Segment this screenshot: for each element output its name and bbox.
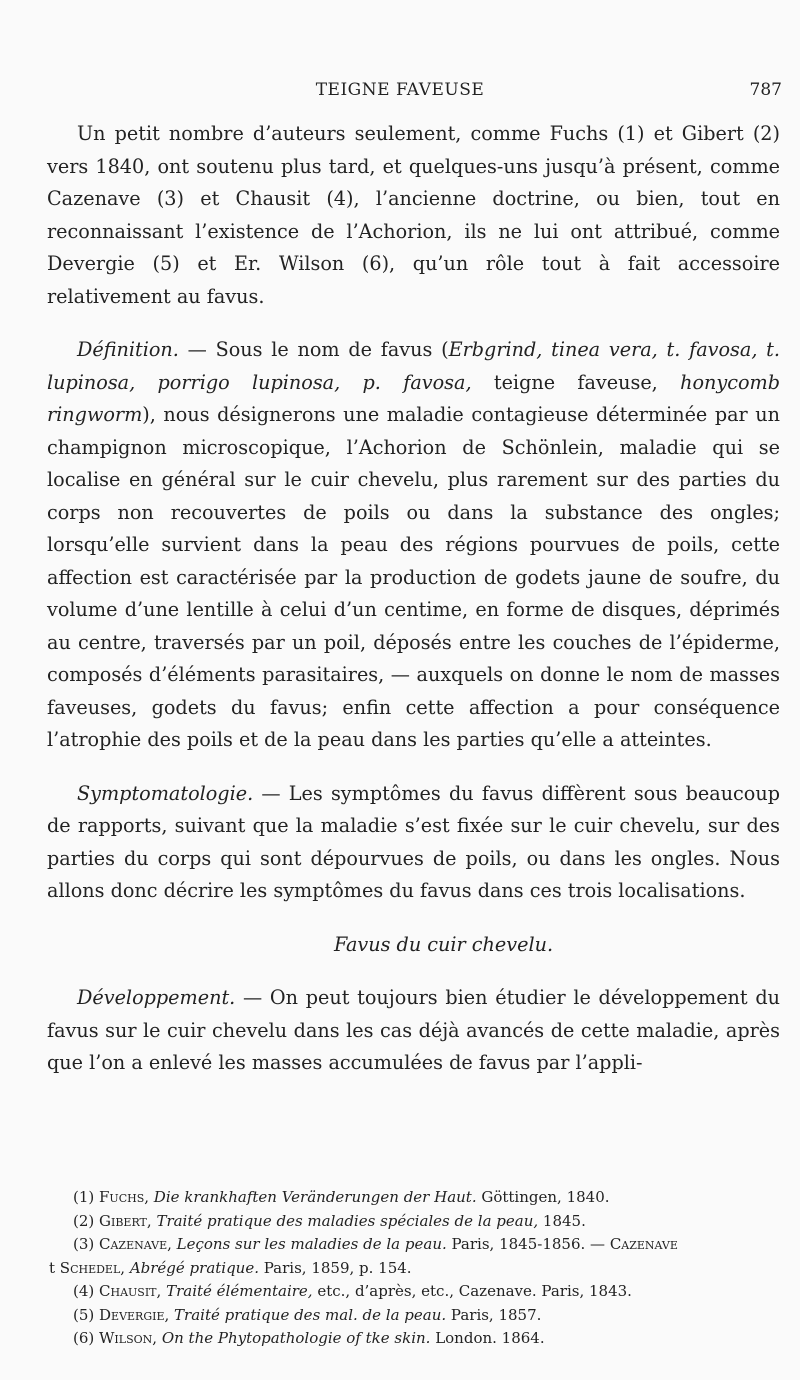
- footnote-number: (3): [73, 1235, 100, 1253]
- paragraph-symptomatology: [47, 778, 780, 908]
- development-label: Développement.: [77, 986, 236, 1009]
- footnote: [73, 1280, 783, 1304]
- footnote-rest: London. 1864.: [430, 1329, 545, 1347]
- footnote: [73, 1327, 783, 1351]
- footnote-rest: 1845.: [538, 1211, 586, 1230]
- footnote-rest: Paris, 1845-1856. —: [446, 1235, 610, 1253]
- footnote: [73, 1186, 783, 1210]
- footnote-title: On the Phytopathologie of tke skin.: [161, 1329, 431, 1347]
- footnote-rest: Paris, 1859, p. 154.: [259, 1258, 412, 1277]
- footnote: [73, 1304, 783, 1328]
- footnote-author-2: Cazenave: [609, 1235, 678, 1253]
- definition-mid: teigne faveuse,: [471, 370, 681, 394]
- footnote-author: Fuchs: [99, 1188, 145, 1206]
- body-text: [47, 118, 780, 1080]
- footnote-number: (5): [73, 1305, 100, 1324]
- footnote-rest: etc., d’après, etc., Cazenave. Paris, 1843.: [312, 1282, 632, 1300]
- footnote-rest: Paris, 1857.: [446, 1305, 542, 1324]
- footnote-title: Die krankhaften Veränderungen der Haut.: [153, 1188, 477, 1206]
- footnote: [73, 1233, 783, 1257]
- footnote-author: Wilson: [99, 1329, 153, 1347]
- definition-synonyms: Erbgrind, tinea vera, t. favosa, t. lupinosa, porrigo lupinosa, p. favosa,: [47, 338, 780, 394]
- footnote-continuation: [49, 1257, 783, 1281]
- footnote-number: (2): [73, 1211, 100, 1230]
- footnote: [73, 1210, 783, 1234]
- definition-dash: — Sous le nom de favus (: [178, 338, 449, 361]
- symptomatology-body: — Les symptômes du favus diffèrent sous beaucoup de rapports, suivant que la maladie s’est fixée sur le cuir chevelu, sur des parties du corps qui sont dépourvues de poils, ou dans les ongles. Nous allons donc décrire les symptômes du favus dans ces trois localisations.: [47, 781, 780, 902]
- footnote-sep: ,: [156, 1282, 167, 1300]
- footnote-author: Chausit: [99, 1282, 157, 1300]
- footnote-author: Devergie: [99, 1305, 165, 1324]
- footnote-rest: Göttingen, 1840.: [476, 1188, 610, 1206]
- footnote-sep: ,: [167, 1235, 177, 1253]
- footnote-sep: ,: [146, 1211, 157, 1230]
- footnote-title: Leçons sur les maladies de la peau.: [176, 1235, 447, 1253]
- footnote-prefix: t: [49, 1258, 60, 1277]
- footnotes: [49, 1186, 783, 1351]
- paragraph-development: [47, 982, 780, 1080]
- footnote-sep: ,: [164, 1305, 175, 1324]
- footnote-number: (6): [73, 1329, 100, 1347]
- symptomatology-label: Symptomatologie.: [77, 781, 254, 805]
- page-header: [0, 76, 800, 106]
- paragraph-definition: [47, 334, 780, 757]
- running-head: TEIGNE FAVEUSE: [315, 80, 485, 100]
- paragraph-intro: Un petit nombre d’auteurs seulement, comme Fuchs (1) et Gibert (2) vers 1840, ont soutenu plus tard, et quelques-uns jusqu’à présent, comme Cazenave (3) et Chausit (4), l’ancienne doctrine, ou bien, tout en reconnaissant l’existence de l’Achorion, ils ne lui ont attribué, comme Devergie (5) et Er. Wilson (6), qu’un rôle tout à fait accessoire relativement au favus.: [47, 122, 780, 308]
- footnote-sep: ,: [120, 1258, 130, 1277]
- page-number: 787: [749, 80, 782, 100]
- footnote-title: Traité pratique des maladies spéciales de la peau,: [156, 1211, 539, 1230]
- footnote-number: (1): [73, 1188, 100, 1206]
- footnote-title: Traité élémentaire,: [166, 1282, 313, 1300]
- definition-body: ), nous désignerons une maladie contagieuse déterminée par un champignon microscopique, l’Achorion de Schönlein, maladie qui se localise en général sur le cuir chevelu, plus rarement sur des parties du corps non recouvertes de poils ou dans la substance des ongles; lorsqu’elle survient dans la peau des régions pourvues de poils, cette affection est caractérisée par la production de godets jaune de soufre, du volume d’une lentille à celui d’un centime, en forme de disques, déprimés au centre, traversés par un poil, déposés entre les couches de l’épiderme, composés d’éléments parasitaires, — auxquels on donne le nom de masses faveuses, godets du favus; enfin cette affection a pour conséquence l’atrophie des poils et de la peau dans les parties qu’elle a atteintes.: [47, 403, 780, 751]
- footnote-title: Abrégé pratique.: [129, 1258, 259, 1277]
- footnote-author: Schedel: [59, 1258, 121, 1277]
- footnote-author: Cazenave: [99, 1235, 168, 1253]
- definition-label: Définition.: [77, 338, 179, 361]
- footnote-number: (4): [73, 1282, 100, 1300]
- footnote-sep: ,: [144, 1188, 154, 1206]
- definition-english: honycomb ringworm: [47, 370, 780, 426]
- footnote-sep: ,: [152, 1329, 162, 1347]
- development-body: — On peut toujours bien étudier le développement du favus sur le cuir chevelu dans les cas déjà avancés de cette maladie, après que l’on a enlevé les masses accumulées de favus par l’appli-: [47, 986, 780, 1074]
- section-subheading: Favus du cuir chevelu.: [333, 932, 554, 956]
- footnote-author: Gibert: [99, 1211, 147, 1230]
- footnote-title: Traité pratique des mal. de la peau.: [174, 1305, 447, 1324]
